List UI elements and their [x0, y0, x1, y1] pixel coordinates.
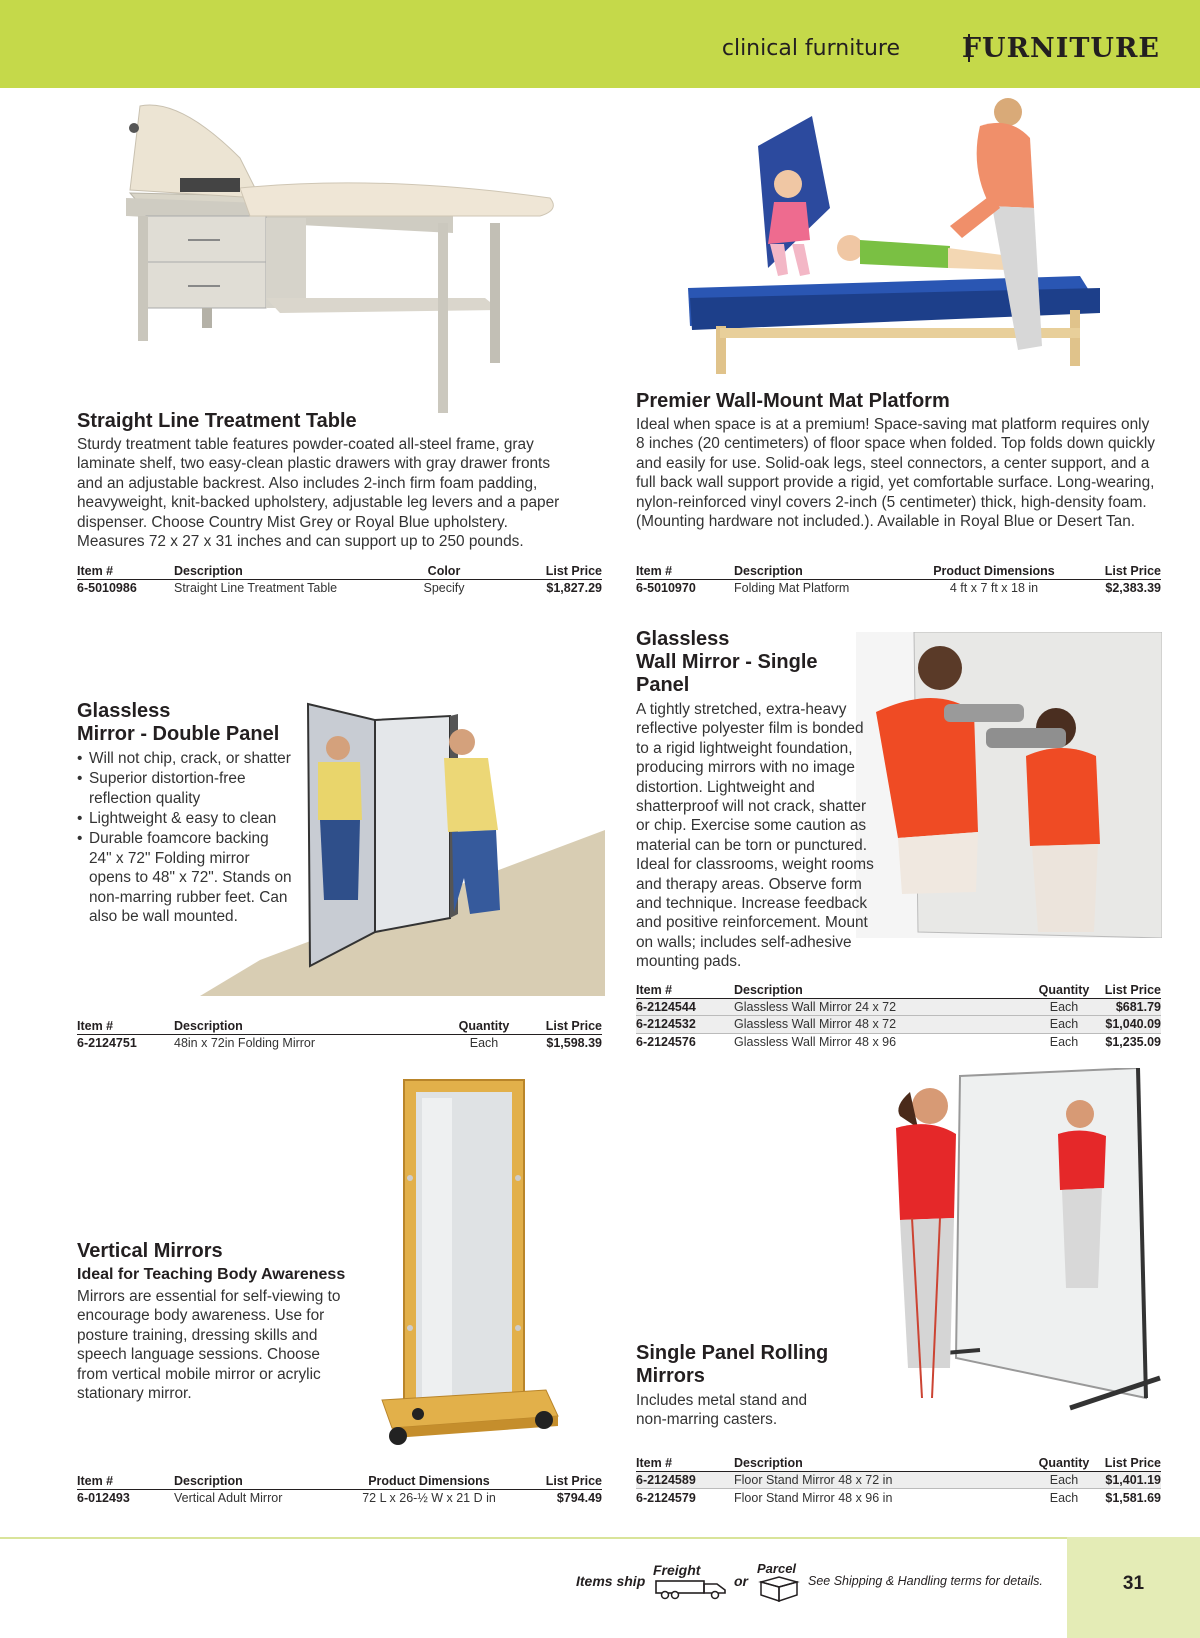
- item-description: Floor Stand Mirror 48 x 72 in: [734, 1471, 1034, 1489]
- table-row: [636, 1489, 1161, 1507]
- col-item: Item #: [636, 564, 734, 579]
- single-mirror-title-line1: Glassless: [636, 628, 730, 650]
- parcel-label: Parcel: [757, 1561, 797, 1576]
- single-mirror-title-line2: Wall Mirror - Single Panel: [636, 651, 818, 696]
- treatment-table-title: Straight Line Treatment Table: [77, 410, 357, 432]
- item-dimensions: 72 L x 26-½ W x 21 D in: [362, 1491, 496, 1506]
- vertical-mirrors-spec-table: [77, 1474, 602, 1507]
- col-description: Description: [174, 564, 394, 579]
- mat-platform-image: [680, 98, 1120, 378]
- col-description: Description: [734, 1456, 1034, 1471]
- single-mirror-description: A tightly stretched, extra-heavy reflective polyester film is bonded to a rigid lightweight foundation, producing mirrors with no image distortion. Lightweight and shatterproof will not crack, shatter or chip. Exercise some caution as material can be torn or punctured. Ideal for classrooms, weight rooms and therapy areas. Observe form and technique. Increase feedback and positive reinforcement. Mount on walls; includes self-adhesive mounting pads.: [636, 701, 874, 971]
- item-number: 6-5010970: [636, 581, 696, 596]
- item-price: $1,581.69: [1094, 1489, 1161, 1507]
- freight-label: Freight: [653, 1562, 701, 1578]
- col-list-price: List Price: [494, 564, 602, 579]
- item-number: 6-012493: [77, 1491, 130, 1506]
- col-item: Item #: [636, 983, 734, 998]
- table-row: [636, 1471, 1161, 1489]
- list-item: • Lightweight & easy to clean: [77, 809, 302, 829]
- shipping-terms-note: See Shipping & Handling terms for details.: [808, 1574, 1043, 1588]
- treatment-table-section: [77, 410, 567, 551]
- col-description: Description: [174, 1474, 344, 1489]
- col-description: Description: [174, 1019, 449, 1034]
- table-row: [77, 1489, 602, 1507]
- item-description: Straight Line Treatment Table: [174, 581, 338, 596]
- col-quantity: Quantity: [449, 1019, 519, 1034]
- or-label: or: [734, 1573, 748, 1589]
- rolling-mirrors-spec-table: [636, 1456, 1161, 1506]
- footer-rule: [0, 1537, 1200, 1539]
- item-dimensions: 4 ft x 7 ft x 18 in: [949, 581, 1039, 596]
- item-number: 6-2124544: [636, 998, 734, 1016]
- treatment-table-image: [120, 98, 560, 418]
- col-color: Color: [394, 564, 494, 579]
- item-number: 6-2124532: [636, 1016, 734, 1034]
- col-quantity: Quantity: [1034, 983, 1094, 998]
- mat-platform-title: Premier Wall-Mount Mat Platform: [636, 390, 950, 412]
- item-number: 6-2124751: [77, 1036, 137, 1051]
- col-description: Description: [734, 983, 1034, 998]
- item-price: $1,827.29: [546, 581, 602, 596]
- double-mirror-title-line1: Glassless: [77, 700, 171, 722]
- parcel-box-icon: [757, 1576, 801, 1602]
- item-price: $1,040.09: [1094, 1016, 1161, 1034]
- item-quantity: Each: [1034, 1489, 1094, 1507]
- col-item: Item #: [636, 1456, 734, 1471]
- mat-platform-spec-table: [636, 564, 1161, 597]
- item-description: Glassless Wall Mirror 24 x 72: [734, 998, 1034, 1016]
- col-dimensions: Product Dimensions: [919, 564, 1069, 579]
- item-color: Specify: [423, 581, 465, 596]
- item-description: Vertical Adult Mirror: [174, 1491, 283, 1506]
- table-row: [636, 1033, 1161, 1051]
- rolling-mirrors-description: Includes metal stand and non-marring casters.: [636, 1392, 808, 1429]
- col-list-price: List Price: [1094, 983, 1161, 998]
- mat-platform-description: Ideal when space is at a premium! Space-saving mat platform requires only 8 inches (20 centimeters) of floor space when folded. Top folds down quickly and easily for use. Solid-oak legs, steel connectors, a center support, and a full back wall support provide a rigid, yet comfortable surface. Long-wearing, nylon-reinforced vinyl covers 2-inch (5 centimeter) thick, high-density foam. (Mounting hardware not included.). Available in Royal Blue or Desert Tan.: [636, 416, 1156, 531]
- col-list-price: List Price: [1069, 564, 1161, 579]
- item-price: $1,598.39: [546, 1036, 602, 1051]
- item-quantity: Each: [469, 1036, 499, 1051]
- table-row: [77, 579, 602, 597]
- item-quantity: Each: [1034, 1016, 1094, 1034]
- table-row: [636, 998, 1161, 1016]
- col-description: Description: [734, 564, 919, 579]
- item-price: $2,383.39: [1105, 581, 1161, 596]
- table-row: [636, 579, 1161, 597]
- item-quantity: Each: [1034, 1033, 1094, 1051]
- item-quantity: Each: [1034, 998, 1094, 1016]
- rolling-mirror-image: [870, 1068, 1170, 1428]
- vertical-mirrors-description: Mirrors are essential for self-viewing to encourage body awareness. Use for posture training, dressing skills and speech language sessions. Choose from vertical mobile mirror or acrylic stationary mirror.: [77, 1288, 341, 1403]
- col-item: Item #: [77, 1019, 174, 1034]
- item-description: Glassless Wall Mirror 48 x 96: [734, 1033, 1034, 1051]
- vertical-mirrors-section: [77, 1240, 357, 1403]
- item-description: Floor Stand Mirror 48 x 96 in: [734, 1489, 1034, 1507]
- table-row: [77, 1034, 602, 1052]
- rolling-mirrors-section: [636, 1342, 876, 1430]
- vertical-mirrors-title: Vertical Mirrors: [77, 1240, 223, 1262]
- items-ship-label: Items ship: [576, 1573, 646, 1589]
- mat-platform-section: [636, 390, 1156, 531]
- item-number: 6-2124576: [636, 1033, 734, 1051]
- double-mirror-features: [77, 749, 302, 849]
- col-list-price: List Price: [519, 1019, 602, 1034]
- treatment-table-description: Sturdy treatment table features powder-coated all-steel frame, gray laminate shelf, two easy-clean plastic drawers with gray drawer fronts and an adjustable backrest. Also includes 2-inch firm foam padding, heavyweight, knit-backed upholstery, adjustable leg levers and a paper dispenser. Choose Country Mist Grey or Royal Blue upholstery. Measures 72 x 27 x 31 inches and can support up to 250 pounds.: [77, 436, 560, 551]
- col-item: Item #: [77, 1474, 174, 1489]
- vertical-mirrors-subtitle: Ideal for Teaching Body Awareness: [77, 1266, 346, 1283]
- item-quantity: Each: [1034, 1471, 1094, 1489]
- col-quantity: Quantity: [1034, 1456, 1094, 1471]
- col-dimensions: Product Dimensions: [344, 1474, 514, 1489]
- list-item: • Will not chip, crack, or shatter: [77, 749, 302, 769]
- item-number: 6-2124579: [636, 1489, 734, 1507]
- double-mirror-spec-table: [77, 1019, 602, 1052]
- double-mirror-title-line2: Mirror - Double Panel: [77, 723, 280, 745]
- treatment-table-spec-table: [77, 564, 602, 597]
- page-number: 31: [1122, 1573, 1145, 1594]
- col-item: Item #: [77, 564, 174, 579]
- item-number: 6-2124589: [636, 1471, 734, 1489]
- list-item: • Superior distortion-free reflection quality: [77, 769, 302, 809]
- item-description: Folding Mat Platform: [734, 581, 850, 596]
- item-price: $1,401.19: [1094, 1471, 1161, 1489]
- header-title: FURNITURE: [961, 33, 1160, 64]
- rolling-mirrors-title: Single Panel Rolling Mirrors: [636, 1342, 829, 1387]
- freight-truck-icon: [655, 1578, 729, 1600]
- single-mirror-section: [636, 628, 876, 972]
- item-price: $1,235.09: [1094, 1033, 1161, 1051]
- table-row: [636, 1016, 1161, 1034]
- item-number: 6-5010986: [77, 581, 137, 596]
- header-subtitle: clinical furniture: [721, 36, 900, 61]
- item-description: Glassless Wall Mirror 48 x 72: [734, 1016, 1034, 1034]
- single-mirror-spec-table: [636, 983, 1161, 1051]
- item-price: $794.49: [556, 1491, 602, 1506]
- single-panel-mirror-image: [856, 632, 1162, 938]
- list-item: • Durable foamcore backing: [77, 829, 302, 849]
- item-description: 48in x 72in Folding Mirror: [174, 1036, 316, 1051]
- double-mirror-note: 24" x 72" Folding mirror opens to 48" x 72". Stands on non-marring rubber feet. Can also be wall mounted.: [89, 850, 292, 926]
- item-price: $681.79: [1094, 998, 1161, 1016]
- col-list-price: List Price: [1094, 1456, 1161, 1471]
- col-list-price: List Price: [514, 1474, 602, 1489]
- double-mirror-section: [77, 700, 302, 927]
- vertical-mirror-image: [378, 1078, 568, 1452]
